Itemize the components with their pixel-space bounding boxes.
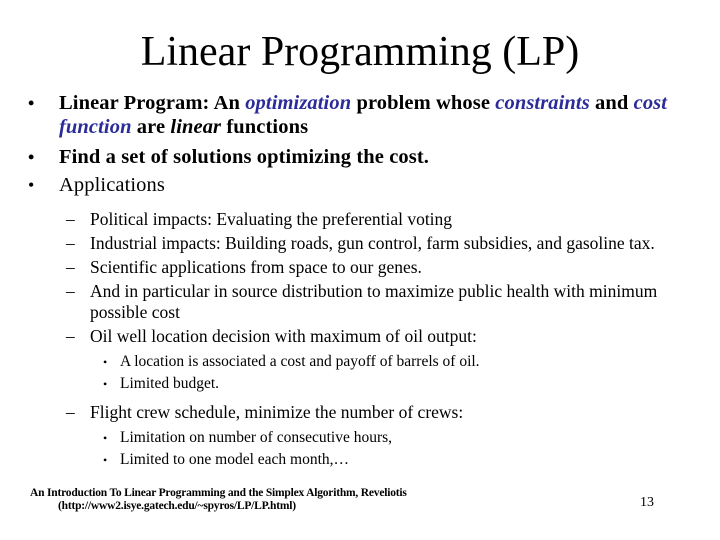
sub-bullet-political [0,209,720,230]
sub-bullet-source-distribution [0,281,720,323]
footer-line-1: An Introduction To Linear Programming and the Simplex Algorithm, Reveliotis [30,487,407,499]
dash-icon: – [66,402,75,422]
dash-icon: – [66,209,75,229]
text-segment: are [131,116,171,138]
bullet-icon: • [28,147,35,167]
bullet-find-solutions [0,145,720,169]
bullet-icon: • [103,377,108,391]
bullet-text: Applications [59,174,165,196]
dash-icon: – [66,281,75,301]
emphasis-cost-function: cost function [59,92,668,138]
sub-bullet-text: Oil well location decision with maximum of oil output: [90,326,477,346]
sub-bullet-oil-well [0,326,720,347]
dash-icon: – [66,326,75,346]
text-segment: Linear Program: An [59,92,246,114]
emphasis-linear: linear [170,116,222,138]
text-segment: functions [221,116,309,138]
bullet-icon: • [28,175,35,195]
sub-bullet-text: Political impacts: Evaluating the preferential voting [90,209,453,229]
bullet-applications [0,173,720,197]
text-segment: problem whose [351,92,496,114]
bullet-icon: • [28,93,35,113]
dash-icon: – [66,257,75,277]
bullet-icon: • [103,355,108,369]
sub-bullet-industrial [0,233,720,254]
bullet-icon: • [103,431,108,445]
flight-item-model [0,450,720,470]
oil-item-budget [0,374,720,394]
footer-citation [30,487,407,513]
slide-title: Linear Programming (LP) [140,29,580,75]
flight-item-hours [0,428,720,448]
sub-bullet-text: Industrial impacts: Building roads, gun control, farm subsidies, and gasoline tax. [90,233,655,253]
sub-bullet-text: Flight crew schedule, minimize the number of crews: [90,402,464,422]
item-text: Limited budget. [120,375,220,392]
dash-icon: – [66,233,75,253]
item-text: Limited to one model each month,… [120,451,350,468]
bullet-linear-program [0,91,720,139]
page-number: 13 [640,495,654,510]
sub-bullet-text: And in particular in source distribution to maximize public health with minimum possible cost [90,281,658,322]
footer-line-2: (http://www2.isye.gatech.edu/~spyros/LP/LP.html) [58,500,296,512]
sub-bullet-scientific [0,257,720,278]
text-segment: and [589,92,634,114]
bullet-icon: • [103,453,108,467]
sub-bullet-text: Scientific applications from space to our genes. [90,257,422,277]
emphasis-optimization: optimization [245,92,352,114]
bullet-list [0,91,720,472]
item-text: A location is associated a cost and payoff of barrels of oil. [120,353,480,370]
emphasis-constraints: constraints [495,92,590,114]
oil-item-location [0,352,720,372]
item-text: Limitation on number of consecutive hours, [120,429,393,446]
sub-bullet-flight-crew [0,402,720,423]
bullet-text: Find a set of solutions optimizing the cost. [59,146,429,168]
